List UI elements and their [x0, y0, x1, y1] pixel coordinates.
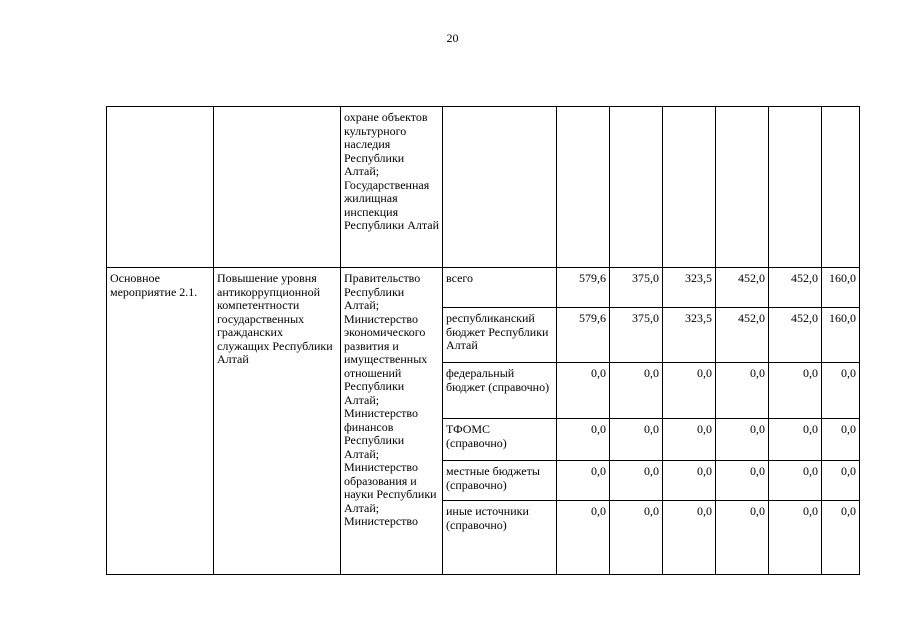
value-cell: 452,0 [716, 308, 769, 363]
value-cell: 0,0 [610, 419, 663, 461]
table-cell [716, 107, 769, 268]
value-cell: 0,0 [716, 501, 769, 575]
value-cell: 0,0 [663, 461, 716, 501]
value-cell: 0,0 [663, 363, 716, 419]
value-cell: 579,6 [557, 308, 610, 363]
value-cell: 0,0 [822, 363, 860, 419]
value-cell: 375,0 [610, 268, 663, 308]
table-cell [769, 107, 822, 268]
page-number: 20 [446, 31, 459, 45]
funding-source-cell: местные бюджеты (справочно) [443, 461, 557, 501]
table-row [107, 268, 860, 308]
table-cell [557, 107, 610, 268]
value-cell: 0,0 [610, 501, 663, 575]
table-cell [822, 107, 860, 268]
table-row-continuation [107, 107, 860, 268]
value-cell: 452,0 [769, 308, 822, 363]
value-cell: 160,0 [822, 308, 860, 363]
budget-table [106, 106, 860, 575]
funding-source-cell: федеральный бюджет (справочно) [443, 363, 557, 419]
value-cell: 0,0 [663, 501, 716, 575]
value-cell: 0,0 [557, 363, 610, 419]
value-cell: 0,0 [769, 363, 822, 419]
value-cell: 452,0 [769, 268, 822, 308]
executors-cell: Правительство Республики Алтай; Министерство экономического развития и имущественных отношений Республики Алтай; Министерство финансов Республики Алтай; Министерство образования и науки Республики Алтай; Министерство [341, 268, 443, 575]
executors-cell: охране объектов культурного наследия Республики Алтай; Государственная жилищная инспекция Республики Алтай [341, 107, 443, 268]
value-cell: 0,0 [769, 419, 822, 461]
funding-source-cell: всего [443, 268, 557, 308]
value-cell: 0,0 [716, 461, 769, 501]
value-cell: 0,0 [716, 419, 769, 461]
value-cell: 0,0 [822, 501, 860, 575]
value-cell: 0,0 [663, 419, 716, 461]
measure-name-cell: Основное мероприятие 2.1. [107, 268, 214, 575]
value-cell: 0,0 [769, 461, 822, 501]
value-cell: 160,0 [822, 268, 860, 308]
table-cell [610, 107, 663, 268]
table-cell [663, 107, 716, 268]
value-cell: 0,0 [557, 419, 610, 461]
value-cell: 0,0 [716, 363, 769, 419]
value-cell: 0,0 [822, 419, 860, 461]
value-cell: 323,5 [663, 308, 716, 363]
table-cell [443, 107, 557, 268]
value-cell: 0,0 [610, 461, 663, 501]
value-cell: 452,0 [716, 268, 769, 308]
table-cell [107, 107, 214, 268]
funding-source-cell: иные источники (справочно) [443, 501, 557, 575]
funding-source-cell: республиканский бюджет Республики Алтай [443, 308, 557, 363]
measure-description-cell: Повышение уровня антикоррупционной компетентности государственных гражданских служащих Республики Алтай [214, 268, 341, 575]
value-cell: 0,0 [557, 501, 610, 575]
value-cell: 0,0 [557, 461, 610, 501]
value-cell: 579,6 [557, 268, 610, 308]
funding-source-cell: ТФОМС (справочно) [443, 419, 557, 461]
value-cell: 323,5 [663, 268, 716, 308]
table-cell [214, 107, 341, 268]
value-cell: 375,0 [610, 308, 663, 363]
value-cell: 0,0 [610, 363, 663, 419]
value-cell: 0,0 [822, 461, 860, 501]
value-cell: 0,0 [769, 501, 822, 575]
